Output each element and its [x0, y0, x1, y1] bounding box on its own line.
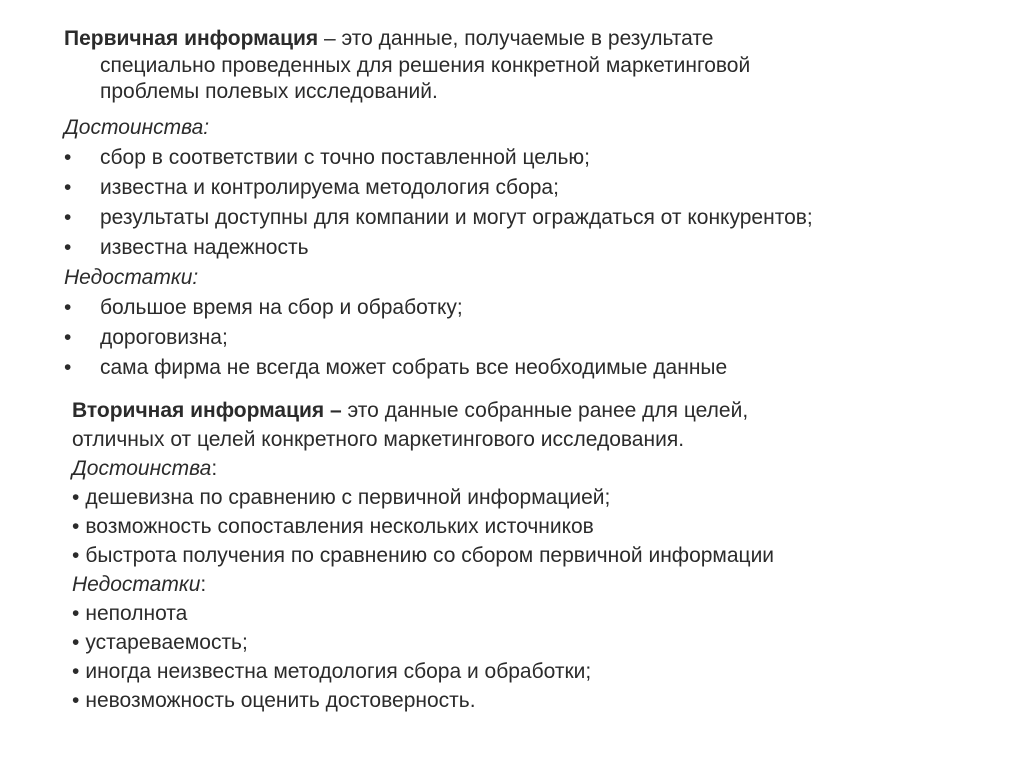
- list-item: [72, 686, 1000, 715]
- bullet: •: [72, 544, 80, 567]
- list-item: [72, 599, 1000, 628]
- primary-advantage-1: сбор в соответствии с точно поставленной целью;: [100, 146, 591, 169]
- list-item: [64, 203, 1000, 233]
- bullet: •: [64, 326, 72, 349]
- primary-info-section: [64, 24, 1000, 383]
- primary-definition: [64, 24, 1000, 105]
- bullet: •: [64, 146, 72, 169]
- bullet: •: [72, 689, 80, 712]
- secondary-disadvantage-3: иногда неизвестна методология сбора и обработки;: [85, 660, 592, 683]
- secondary-disadvantages-label-row: [72, 570, 1000, 599]
- secondary-advantages-label: Достоинства: [72, 457, 212, 480]
- list-item: [72, 657, 1000, 686]
- primary-disadvantage-2: дороговизна;: [100, 326, 228, 349]
- list-item: [64, 233, 1000, 263]
- primary-disadvantages-label: Недостатки:: [64, 266, 199, 289]
- secondary-advantage-2: возможность сопоставления нескольких источников: [85, 515, 594, 538]
- bullet: •: [72, 602, 80, 625]
- primary-def-line3: проблемы полевых исследований.: [100, 80, 438, 103]
- list-item: [64, 293, 1000, 323]
- bullet: •: [64, 356, 72, 379]
- secondary-advantages-label-row: [72, 454, 1000, 483]
- primary-def-line2: специально проведенных для решения конкретной маркетинговой: [100, 54, 751, 77]
- list-item: [64, 173, 1000, 203]
- primary-disadvantage-1: большое время на сбор и обработку;: [100, 296, 463, 319]
- secondary-disadvantage-1: неполнота: [85, 602, 188, 625]
- secondary-disadvantages-label: Недостатки: [72, 573, 201, 596]
- primary-def-line1: – это данные, получаемые в результате: [318, 27, 714, 50]
- secondary-def-line1: это данные собранные ранее для целей,: [341, 399, 749, 422]
- bullet: •: [64, 236, 72, 259]
- list-item: [72, 628, 1000, 657]
- secondary-info-section: [72, 396, 1000, 715]
- primary-advantages-label: Достоинства:: [64, 116, 210, 139]
- bullet: •: [64, 176, 72, 199]
- bullet: •: [72, 486, 80, 509]
- secondary-advantage-1: дешевизна по сравнению с первичной информацией;: [85, 486, 611, 509]
- primary-advantage-4: известна надежность: [100, 236, 309, 259]
- list-item: [72, 483, 1000, 512]
- primary-advantage-3: результаты доступны для компании и могут ограждаться от конкурентов;: [100, 206, 813, 229]
- primary-term: Первичная информация: [64, 27, 319, 50]
- secondary-disadvantage-2: устареваемость;: [85, 631, 248, 654]
- primary-disadvantage-3: сама фирма не всегда может собрать все необходимые данные: [100, 356, 728, 379]
- list-item: [72, 512, 1000, 541]
- list-item: [72, 541, 1000, 570]
- bullet: •: [72, 631, 80, 654]
- list-item: [64, 323, 1000, 353]
- secondary-definition: [72, 396, 1000, 454]
- secondary-advantage-3: быстрота получения по сравнению со сбором первичной информации: [85, 544, 775, 567]
- secondary-term: Вторичная информация –: [72, 399, 342, 422]
- bullet: •: [72, 660, 80, 683]
- secondary-advantages-colon: :: [211, 457, 218, 480]
- secondary-disadvantages-colon: :: [200, 573, 207, 596]
- bullet: •: [64, 296, 72, 319]
- secondary-def-line2: отличных от целей конкретного маркетингового исследования.: [72, 428, 685, 451]
- bullet: •: [64, 206, 72, 229]
- list-item: [64, 143, 1000, 173]
- list-item: [64, 353, 1000, 383]
- primary-advantage-2: известна и контролируема методология сбора;: [100, 176, 559, 199]
- bullet: •: [72, 515, 80, 538]
- secondary-disadvantage-4: невозможность оценить достоверность.: [85, 689, 476, 712]
